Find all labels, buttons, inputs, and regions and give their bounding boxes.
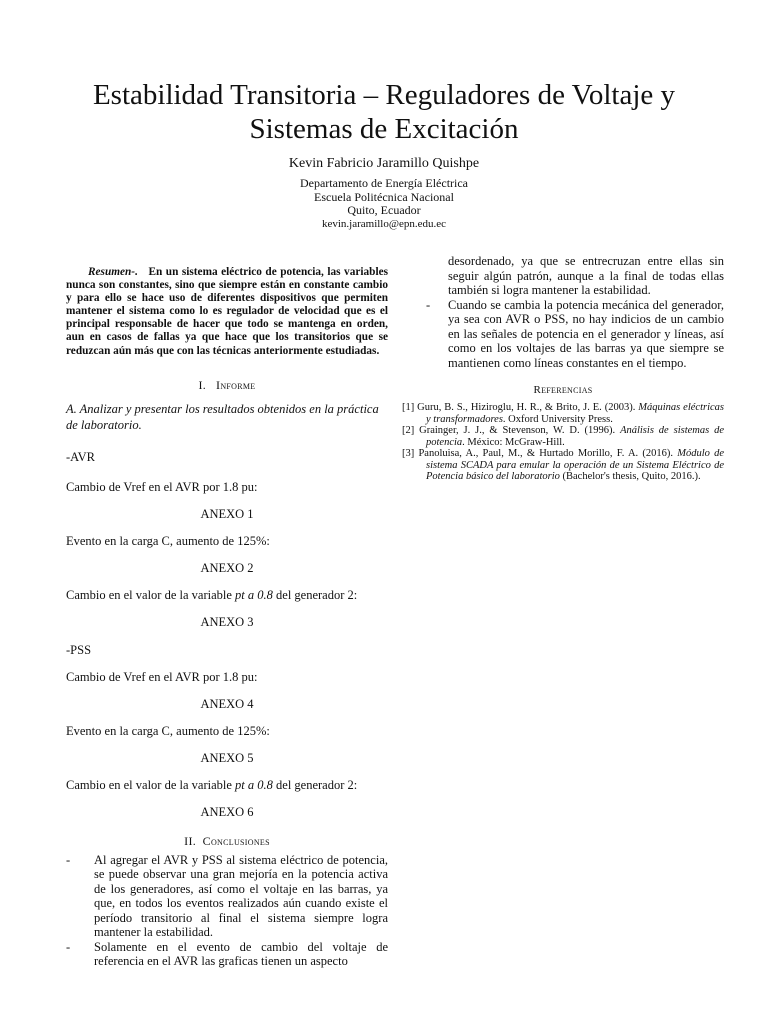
- email: kevin.jaramillo@epn.edu.ec: [321, 217, 447, 230]
- department: Departamento de Energía Eléctrica: [299, 176, 469, 190]
- avr-label: -AVR: [66, 449, 95, 464]
- reference-publisher: . México: McGraw-Hill.: [462, 436, 565, 448]
- avr-item-3-var: pt a 0.8: [235, 587, 273, 602]
- dash-bullet: -: [426, 297, 431, 312]
- avr-item-1: Cambio de Vref en el AVR por 1.8 pu:: [66, 479, 258, 494]
- city: Quito, Ecuador: [347, 203, 421, 217]
- section-number: I.: [198, 377, 207, 392]
- annex-ref-5: ANEXO 5: [200, 750, 254, 765]
- conclusion-item: [66, 940, 388, 969]
- affiliation-block: [0, 177, 768, 231]
- reference-title: Máquinas eléctricas y transformadores: [426, 402, 724, 425]
- references-title: Referencias: [533, 384, 593, 396]
- conclusion-text: Solamente en el evento de cambio del voltaje de referencia en el AVR las graficas tienen un aspecto: [94, 939, 388, 969]
- abstract-text: En un sistema eléctrico de potencia, las variables nunca son constantes, sino que siempre están en constante cambio y para ello se hace uso de diferentes dispositivos que permiten mantener el sistema como lo es regulador de velocidad que es el principal responsable de hacer que todo se mantenga en orden, aun en casos de fallas ya que hace que los transitorios que se reduzcan aún más que con las técnicas anteriormente estudiadas.: [66, 266, 388, 357]
- reference-item: [402, 402, 724, 425]
- abstract-lead: Resumen-.: [88, 266, 138, 278]
- avr-item-3-end: del generador 2:: [272, 587, 358, 602]
- reference-item: [402, 425, 724, 448]
- section-title: Conclusiones: [202, 833, 270, 848]
- section-heading-conclusiones: [66, 834, 388, 849]
- annex-ref-4: ANEXO 4: [200, 696, 254, 711]
- reference-title: Módulo de sistema SCADA para emular la operación de un Sistema Eléctrico de Potencia básico del laboratorio: [426, 448, 724, 482]
- right-column: [402, 254, 724, 483]
- conclusions-list: [66, 853, 388, 969]
- conclusions-list-cont: [402, 298, 724, 371]
- school: Escuela Politécnica Nacional: [314, 189, 454, 204]
- conclusion-text: Al agregar el AVR y PSS al sistema eléctrico de potencia, se puede observar una gran mejoría en la potencia activa de los generadores, así como el voltaje en las barras, ya que, en todos los eventos realizados aún cuando existe el período transitorio al final el sistema siempre logra mantener la estabilidad.: [94, 852, 388, 940]
- left-column: [66, 252, 388, 969]
- conclusion-item: [66, 853, 388, 940]
- pss-item-3-var: pt a 0.8: [235, 777, 273, 792]
- conclusion-item: [402, 298, 724, 371]
- pss-item-3-end: del generador 2:: [272, 777, 358, 792]
- avr-item-3: [66, 587, 388, 603]
- dash-bullet: -: [66, 852, 71, 867]
- avr-item-2: Evento en la carga C, aumento de 125%:: [66, 533, 270, 548]
- pss-item-3: [66, 777, 388, 793]
- author-name: Kevin Fabricio Jaramillo Quishpe: [288, 156, 480, 171]
- reference-publisher: (Bachelor's thesis, Quito, 2016.).: [559, 471, 701, 482]
- pss-item-3-text: Cambio en el valor de la variable: [66, 777, 236, 792]
- pss-item-1: Cambio de Vref en el AVR por 1.8 pu:: [66, 669, 258, 684]
- annex-ref-1: ANEXO 1: [200, 506, 254, 521]
- reference-item: [402, 448, 724, 483]
- pss-item-2: Evento en la carga C, aumento de 125%:: [66, 723, 270, 738]
- conclusion-continuation: desordenado, ya que se entrecruzan entre ellas sin seguir algún patrón, aunque a la final de todas ellas también si logra mantener la estabilidad.: [448, 254, 724, 297]
- section-title: Informe: [216, 377, 256, 392]
- reference-authors: [3] Panoluisa, A., Paul, M., & Hurtado Morillo, F. A. (2016).: [402, 448, 678, 459]
- subsection-heading: A. Analizar y presentar los resultados obtenidos en la práctica de laboratorio.: [66, 401, 379, 432]
- annex-ref-2: ANEXO 2: [200, 560, 254, 575]
- section-number: II.: [184, 833, 197, 848]
- section-heading-informe: [66, 378, 388, 393]
- abstract: [66, 266, 388, 358]
- avr-item-3-text: Cambio en el valor de la variable: [66, 587, 236, 602]
- pss-label: -PSS: [66, 642, 92, 657]
- reference-authors: [1] Guru, B. S., Hiziroglu, H. R., & Brito, J. E. (2003).: [402, 402, 639, 413]
- references-list: [402, 402, 724, 483]
- reference-authors: [2] Grainger, J. J., & Stevenson, W. D. (1996).: [402, 425, 621, 436]
- annex-ref-3: ANEXO 3: [200, 614, 254, 629]
- reference-title: Análisis de sistemas de potencia: [426, 425, 724, 448]
- conclusion-text: Cuando se cambia la potencia mecánica del generador, ya sea con AVR o PSS, no hay indicios de un cambio en las señales de potencia en el generador y líneas, así como en los voltajes de las barras ya que siempre se mantienen como líneas constantes en el tiempo.: [448, 297, 724, 370]
- paper-title: Estabilidad Transitoria – Reguladores de Voltaje y Sistemas de Excitación: [92, 79, 676, 145]
- references-heading: [402, 384, 724, 396]
- annex-ref-6: ANEXO 6: [200, 804, 254, 819]
- reference-publisher: . Oxford University Press.: [502, 413, 613, 425]
- dash-bullet: -: [66, 939, 71, 954]
